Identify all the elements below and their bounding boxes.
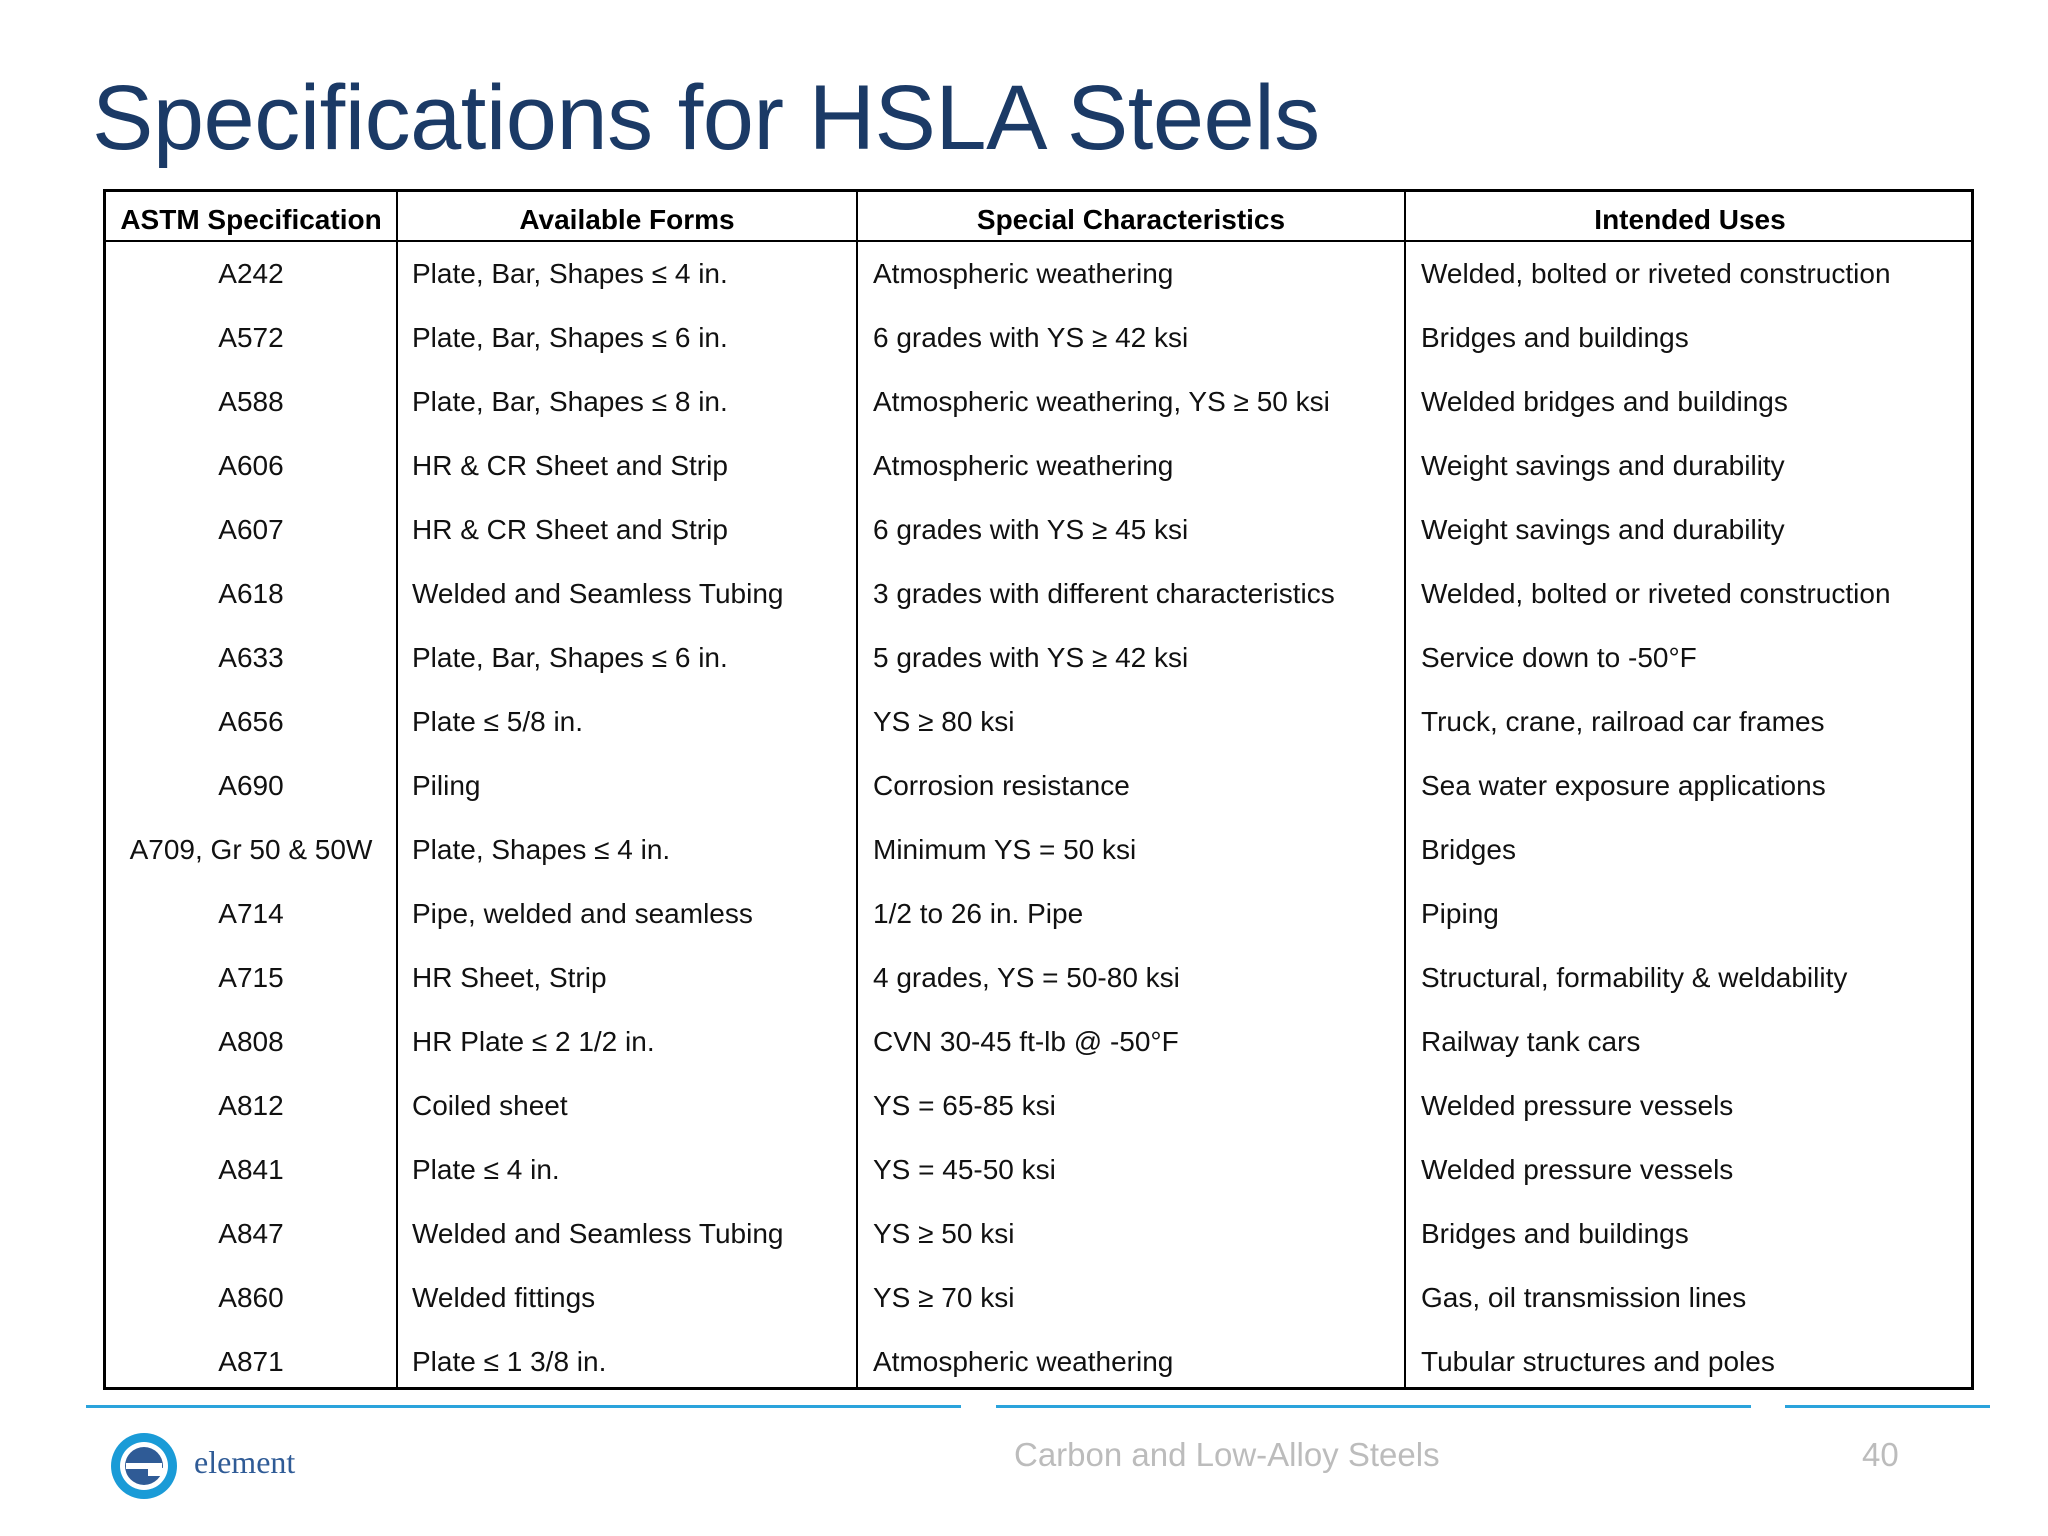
intended-uses-cell: Weight savings and durability	[1421, 514, 1785, 545]
available-forms-cell: Plate ≤ 5/8 in.	[412, 706, 584, 737]
intended-uses-cell: Tubular structures and poles	[1421, 1346, 1775, 1377]
table-row	[106, 626, 1971, 690]
available-forms-cell: Plate, Bar, Shapes ≤ 8 in.	[412, 386, 728, 417]
special-characteristics-cell: YS = 65-85 ksi	[873, 1090, 1056, 1121]
astm-spec-cell: A860	[218, 1282, 284, 1313]
special-characteristics-cell: 3 grades with different characteristics	[873, 578, 1335, 609]
table-row	[106, 1202, 1971, 1266]
available-forms-cell: Plate, Bar, Shapes ≤ 4 in.	[412, 258, 728, 289]
special-characteristics-cell: 6 grades with YS ≥ 42 ksi	[873, 322, 1189, 353]
intended-uses-cell: Truck, crane, railroad car frames	[1421, 706, 1825, 737]
table-row	[106, 1266, 1971, 1330]
table-row	[106, 434, 1971, 498]
available-forms-cell: Plate ≤ 1 3/8 in.	[412, 1346, 607, 1377]
astm-spec-cell: A871	[218, 1346, 284, 1377]
special-characteristics-cell: 1/2 to 26 in. Pipe	[873, 898, 1084, 929]
special-characteristics-cell: YS ≥ 80 ksi	[873, 706, 1015, 737]
available-forms-cell: Plate, Shapes ≤ 4 in.	[412, 834, 671, 865]
astm-spec-cell: A847	[218, 1218, 284, 1249]
table-row	[106, 370, 1971, 434]
astm-spec-cell: A715	[218, 962, 284, 993]
astm-spec-cell: A841	[218, 1154, 284, 1185]
table-row	[106, 818, 1971, 882]
footer-divider	[1785, 1405, 1990, 1408]
available-forms-cell: HR Plate ≤ 2 1/2 in.	[412, 1026, 655, 1057]
available-forms-cell: Welded and Seamless Tubing	[412, 578, 784, 609]
intended-uses-cell: Weight savings and durability	[1421, 450, 1785, 481]
intended-uses-cell: Welded pressure vessels	[1421, 1090, 1734, 1121]
page-title: Specifications for HSLA Steels	[92, 67, 1320, 169]
special-characteristics-cell: Minimum YS = 50 ksi	[873, 834, 1137, 865]
intended-uses-cell: Railway tank cars	[1421, 1026, 1641, 1057]
footer-divider	[86, 1405, 961, 1408]
astm-spec-cell: A690	[218, 770, 284, 801]
available-forms-cell: Welded and Seamless Tubing	[412, 1218, 784, 1249]
astm-spec-cell: A709, Gr 50 & 50W	[129, 834, 373, 865]
astm-spec-cell: A606	[218, 450, 284, 481]
logo-text: element	[194, 1444, 296, 1480]
special-characteristics-cell: 6 grades with YS ≥ 45 ksi	[873, 514, 1189, 545]
astm-spec-cell: A607	[218, 514, 284, 545]
available-forms-cell: Coiled sheet	[412, 1090, 568, 1121]
header-special-characteristics: Special Characteristics	[976, 204, 1286, 235]
available-forms-cell: Pipe, welded and seamless	[412, 898, 753, 929]
astm-spec-cell: A656	[218, 706, 284, 737]
special-characteristics-cell: Atmospheric weathering	[873, 450, 1174, 481]
header-intended-uses: Intended Uses	[1594, 204, 1786, 235]
table-row	[106, 690, 1971, 754]
table-row	[106, 946, 1971, 1010]
available-forms-cell: Plate ≤ 4 in.	[412, 1154, 560, 1185]
table-row	[106, 882, 1971, 946]
available-forms-cell: HR & CR Sheet and Strip	[412, 514, 728, 545]
intended-uses-cell: Welded bridges and buildings	[1421, 386, 1788, 417]
table-row	[106, 1010, 1971, 1074]
spec-table	[103, 189, 1974, 1390]
intended-uses-cell: Welded, bolted or riveted construction	[1421, 578, 1891, 609]
table-row	[106, 1074, 1971, 1138]
intended-uses-cell: Piping	[1421, 898, 1499, 929]
available-forms-cell: Plate, Bar, Shapes ≤ 6 in.	[412, 642, 728, 673]
intended-uses-cell: Bridges	[1421, 834, 1516, 865]
intended-uses-cell: Service down to -50°F	[1421, 642, 1697, 673]
astm-spec-cell: A808	[218, 1026, 284, 1057]
available-forms-cell: Welded fittings	[412, 1282, 596, 1313]
special-characteristics-cell: Atmospheric weathering	[873, 258, 1174, 289]
special-characteristics-cell: 5 grades with YS ≥ 42 ksi	[873, 642, 1189, 673]
table-row	[106, 242, 1971, 306]
astm-spec-cell: A242	[218, 258, 284, 289]
astm-spec-cell: A714	[218, 898, 284, 929]
page-number: 40	[1862, 1436, 1899, 1473]
table-row	[106, 1138, 1971, 1202]
intended-uses-cell: Welded, bolted or riveted construction	[1421, 258, 1891, 289]
astm-spec-cell: A812	[218, 1090, 284, 1121]
special-characteristics-cell: YS ≥ 50 ksi	[873, 1218, 1015, 1249]
available-forms-cell: HR & CR Sheet and Strip	[412, 450, 728, 481]
element-logo-icon	[108, 1430, 180, 1502]
table-row	[106, 306, 1971, 370]
astm-spec-cell: A633	[218, 642, 284, 673]
astm-spec-cell: A572	[218, 322, 284, 353]
available-forms-cell: Plate, Bar, Shapes ≤ 6 in.	[412, 322, 728, 353]
header-available-forms: Available Forms	[519, 204, 735, 235]
special-characteristics-cell: Corrosion resistance	[873, 770, 1130, 801]
intended-uses-cell: Structural, formability & weldability	[1421, 962, 1848, 993]
footer-title: Carbon and Low-Alloy Steels	[1014, 1436, 1440, 1473]
intended-uses-cell: Welded pressure vessels	[1421, 1154, 1734, 1185]
table-row	[106, 562, 1971, 626]
intended-uses-cell: Sea water exposure applications	[1421, 770, 1826, 801]
special-characteristics-cell: CVN 30-45 ft-lb @ -50°F	[873, 1026, 1179, 1057]
table-row	[106, 498, 1971, 562]
astm-spec-cell: A618	[218, 578, 284, 609]
header-astm-specification: ASTM Specification	[120, 204, 382, 235]
astm-spec-cell: A588	[218, 386, 284, 417]
table-row	[106, 754, 1971, 818]
intended-uses-cell: Bridges and buildings	[1421, 322, 1689, 353]
available-forms-cell: HR Sheet, Strip	[412, 962, 607, 993]
special-characteristics-cell: Atmospheric weathering, YS ≥ 50 ksi	[873, 386, 1330, 417]
special-characteristics-cell: Atmospheric weathering	[873, 1346, 1174, 1377]
available-forms-cell: Piling	[412, 770, 481, 801]
footer-divider	[996, 1405, 1751, 1408]
special-characteristics-cell: YS ≥ 70 ksi	[873, 1282, 1015, 1313]
intended-uses-cell: Bridges and buildings	[1421, 1218, 1689, 1249]
special-characteristics-cell: YS = 45-50 ksi	[873, 1154, 1056, 1185]
table-row	[106, 1330, 1971, 1390]
intended-uses-cell: Gas, oil transmission lines	[1421, 1282, 1747, 1313]
special-characteristics-cell: 4 grades, YS = 50-80 ksi	[873, 962, 1180, 993]
